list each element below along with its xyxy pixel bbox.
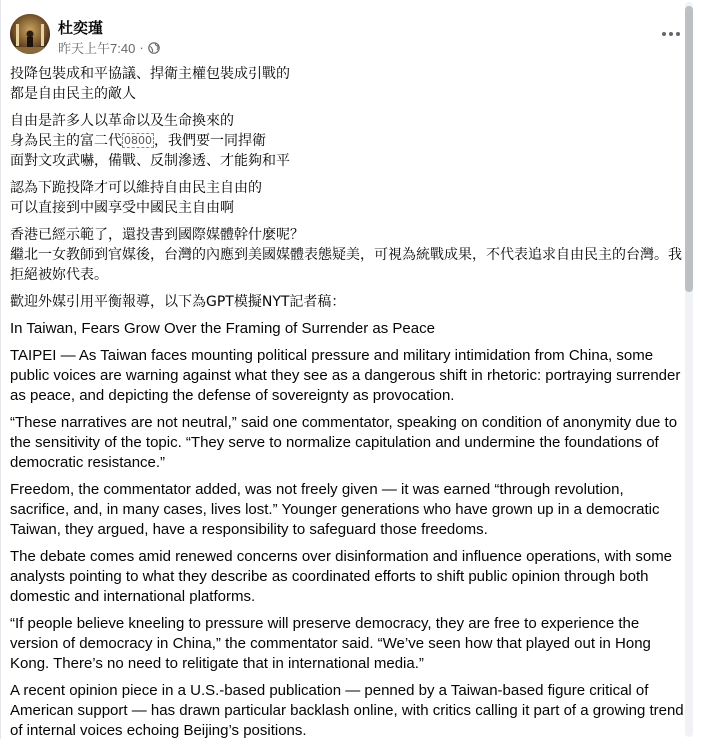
article-paragraph: A recent opinion piece in a U.S.-based publication — penned by a Taiwan-based figure critical of American support — has drawn particular backlash online, with critics calling it part of a growing trend of internal voices echoing Beijing’s positions. — [10, 682, 684, 739]
article-paragraph: Freedom, the commentator added, was not freely given — it was earned “through revolution, sacrifice, and, in many cases, lives lost.” Younger generations who have grown up in a democratic Taiwan, they argued, have a responsibility to safeguard those freedoms. — [10, 481, 660, 538]
post-paragraph: 認為下跪投降才可以維持自由民主自由的 可以直接到中國享受中國民主自由啊 — [10, 180, 262, 216]
post-header — [10, 14, 690, 58]
more-options-icon[interactable] — [656, 24, 686, 44]
card-border — [0, 0, 1, 739]
globe-icon[interactable] — [148, 42, 160, 54]
article-paragraph: TAIPEI — As Taiwan faces mounting political pressure and military intimidation from China, some public voices are warning against what they see as a dangerous shift in rhetoric: portraying surrender as peace, and depicting the defense of sovereignty as provocation. — [10, 347, 681, 404]
post-meta — [58, 38, 160, 57]
meta-separator: · — [139, 40, 144, 55]
post-paragraph: 香港已經示範了，還投書到國際媒體幹什麼呢？ 繼北一女教師到官媒後，台灣的內應到美國媒體表態疑美，可視為統戰成果，不代表追求自由民主的台灣。我拒絕被妳代表。 — [10, 227, 682, 283]
author-name[interactable]: 杜奕瑾 — [58, 20, 104, 37]
article-title: In Taiwan, Fears Grow Over the Framing of Surrender as Peace — [10, 320, 435, 337]
redacted-mark: 0800 — [124, 134, 152, 147]
post-paragraph: 歡迎外媒引用平衡報導，以下為GPT模擬NYT記者稿： — [10, 294, 346, 310]
scrollbar-thumb[interactable] — [685, 6, 693, 292]
article-paragraph: “These narratives are not neutral,” said one commentator, speaking on condition of anonymity due to the sensitivity of the topic. “They serve to normalize capitulation and undermine the foundations of democratic resistance.” — [10, 414, 678, 471]
post-timestamp[interactable]: 昨天上午7:40 — [58, 41, 136, 56]
post-paragraph: 投降包裝成和平協議、捍衛主權包裝成引戰的 都是自由民主的敵人 — [10, 66, 290, 102]
post-paragraph — [10, 111, 686, 171]
paragraph-text: 自由是許多人以革命以及生命換來的 身為民主的富二代 — [10, 113, 234, 149]
avatar[interactable] — [10, 14, 50, 54]
article-paragraph: The debate comes amid renewed concerns over disinformation and influence operations, with some analysts pointing to what they describe as coordinated efforts to shift public opinion through both domestic and international platforms. — [10, 548, 673, 605]
article-paragraph: “If people believe kneeling to pressure will preserve democracy, they are free to experience the version of democracy in China,” the commentator said. “We’ve seen how that played out in Hong Kong. There’s no need to relitigate that in international media.” — [10, 615, 651, 672]
paragraph-text: ，我們要一同捍衛 面對文攻武嚇，備戰、反制滲透、才能夠和平 — [10, 133, 290, 169]
post-body — [10, 64, 686, 748]
